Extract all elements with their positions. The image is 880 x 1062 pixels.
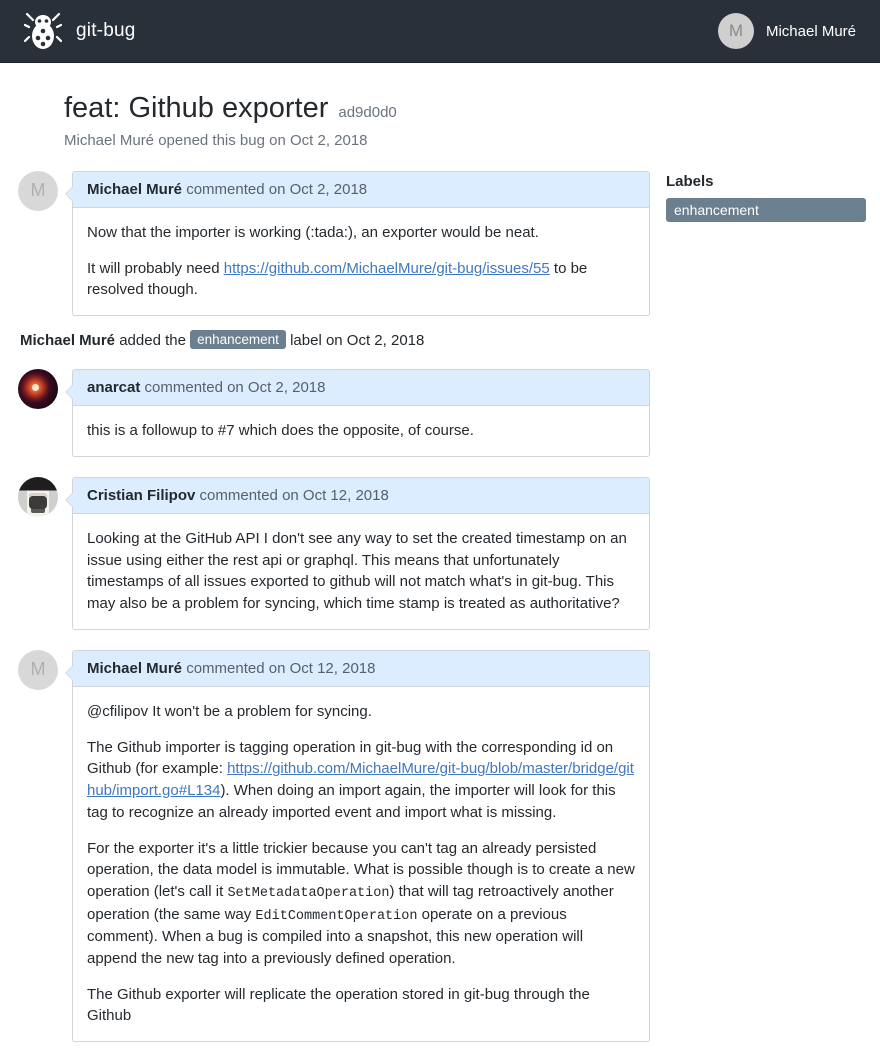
text: For the exporter it's a little trickier because you can't tag an already persisted operation, the data model is immutable. What is possible though is to create a new operation (let's call it — [87, 839, 635, 901]
comment-author[interactable]: anarcat — [87, 379, 141, 397]
navbar-right[interactable] — [718, 13, 856, 49]
text: to be resolved though. — [87, 259, 588, 299]
comment-meta: commented on Oct 12, 2018 — [195, 486, 389, 504]
text: ). When doing an import again, the importer will look for this tag to recognize an already imported event and import what is missing. — [87, 782, 616, 821]
page-content — [0, 63, 880, 1062]
timeline-comment — [18, 477, 650, 630]
code-span: EditCommentOperation — [255, 908, 418, 924]
avatar[interactable]: M — [718, 13, 754, 49]
text: operate on a previous comment). When a bug is compiled into a snapshot, this new operation will append the new tag into a previously defined operation. — [87, 905, 584, 967]
comment-paragraph — [87, 984, 635, 1028]
top-navbar — [0, 0, 880, 63]
comment-paragraph — [87, 701, 635, 723]
sidebar — [666, 171, 866, 222]
comment-paragraph — [87, 528, 635, 615]
comment-body — [73, 514, 649, 629]
avatar[interactable]: M — [18, 171, 58, 211]
label-chip[interactable]: enhancement — [190, 330, 286, 349]
comment-body — [73, 406, 649, 456]
timeline — [16, 171, 650, 1062]
comment-bubble — [72, 650, 650, 1042]
event-text-after: label on Oct 2, 2018 — [285, 332, 425, 350]
comment-paragraph — [87, 258, 635, 302]
comment-body — [73, 208, 649, 315]
labels-heading: Labels — [666, 172, 714, 190]
navbar-left — [24, 11, 136, 51]
comment-meta: commented on Oct 2, 2018 — [182, 180, 368, 198]
comment-author[interactable]: Michael Muré — [87, 180, 183, 198]
comment-body — [73, 687, 649, 1041]
text: The Github importer is tagging operation in git-bug with the corresponding id on Github (for example: — [87, 738, 614, 778]
text: @cfilipov It won't be a problem for syncing. — [87, 702, 372, 720]
avatar[interactable] — [18, 477, 58, 517]
comment-header — [73, 172, 649, 208]
timeline-comment — [18, 369, 650, 457]
code-span: SetMetadataOperation — [227, 886, 390, 902]
avatar[interactable]: M — [18, 650, 58, 690]
bug-icon[interactable] — [24, 11, 62, 51]
text: Looking at the GitHub API I don't see any way to set the created timestamp on an issue using either the rest api or graphql. This means that unfortunately timestamps of all issues exported to github will not match what's in git-bug. This may also be a problem for syncing, which time stamp is treated as authoritative? — [87, 529, 627, 613]
text: It will probably need — [87, 259, 224, 277]
comment-author[interactable]: Michael Muré — [87, 659, 183, 677]
main-content — [16, 171, 864, 1062]
comment-bubble — [72, 171, 650, 316]
event-text-before: added the — [115, 332, 191, 350]
text: this is a followup to #7 which does the opposite, of course. — [87, 422, 474, 440]
issue-title-row — [64, 91, 864, 126]
timeline-comment — [18, 171, 650, 316]
comment-paragraph — [87, 838, 635, 970]
text: Now that the importer is working (:tada:), an exporter would be neat. — [87, 223, 539, 241]
text: ) that will tag retroactively another operation (the same way — [87, 883, 614, 923]
comment-bubble — [72, 369, 650, 457]
timeline-comment — [18, 650, 650, 1042]
comment-paragraph — [87, 222, 635, 244]
text: The Github exporter will replicate the operation stored in git-bug through the Github — [87, 985, 590, 1025]
user-name[interactable]: Michael Muré — [765, 22, 856, 40]
comment-meta: commented on Oct 12, 2018 — [182, 659, 376, 677]
comment-header — [73, 651, 649, 687]
page-title: feat: Github exporter — [64, 92, 329, 124]
timeline-label-event — [18, 330, 650, 349]
comment-paragraph — [87, 420, 635, 442]
sidebar-label-enhancement[interactable]: enhancement — [666, 198, 866, 222]
comment-header — [73, 478, 649, 514]
issue-hash: ad9d0d0 — [338, 104, 397, 121]
issue-subtitle: Michael Muré opened this bug on Oct 2, 2018 — [64, 131, 368, 149]
comment-bubble — [72, 477, 650, 630]
avatar[interactable] — [18, 369, 58, 409]
comment-author[interactable]: Cristian Filipov — [87, 486, 196, 504]
event-author[interactable]: Michael Muré — [20, 332, 116, 350]
issue-link[interactable]: https://github.com/MichaelMure/git-bug/issues/55 — [223, 259, 550, 277]
comment-header — [73, 370, 649, 406]
comment-meta: commented on Oct 2, 2018 — [140, 379, 326, 397]
brand-title[interactable]: git-bug — [76, 20, 136, 41]
comment-paragraph — [87, 737, 635, 824]
source-link[interactable]: https://github.com/MichaelMure/git-bug/blob/master/bridge/github/import.go#L134 — [87, 760, 634, 800]
